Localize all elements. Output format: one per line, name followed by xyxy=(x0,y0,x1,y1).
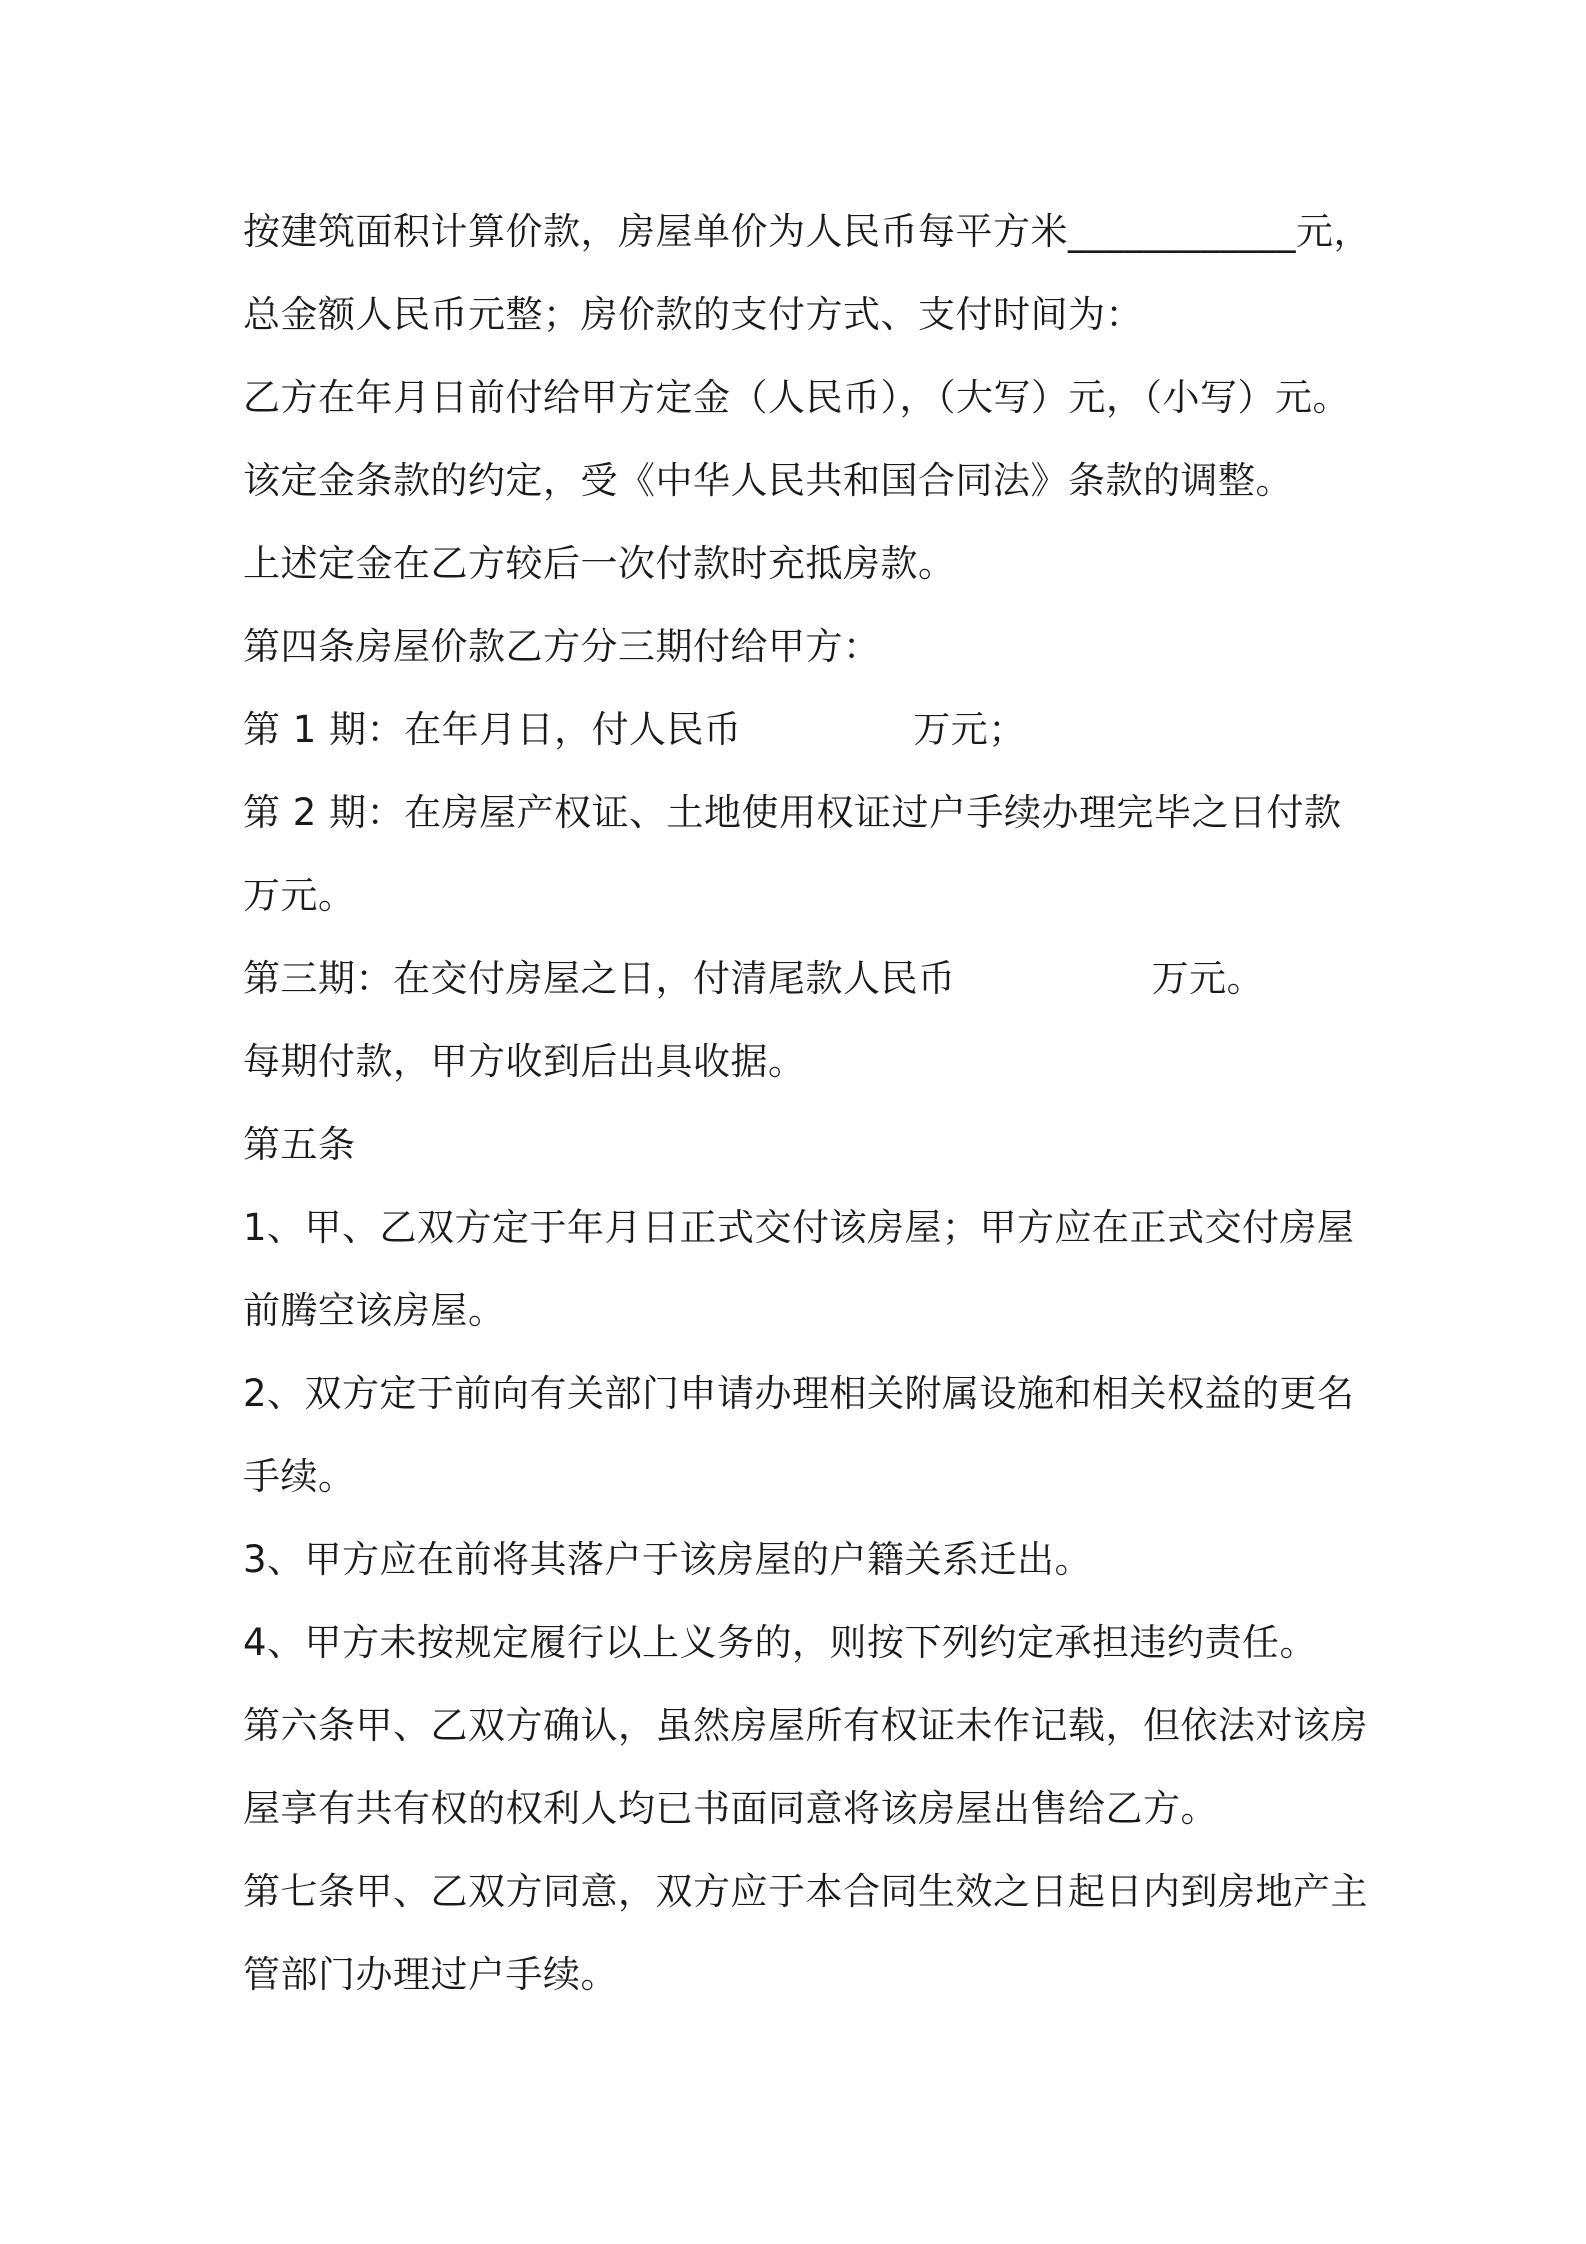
text-line: 前腾空该房屋。 xyxy=(243,1289,506,1332)
text-line: 总金额人民币元整；房价款的支付方式、支付时间为： xyxy=(243,293,1143,336)
text-line: 每期付款，甲方收到后出具收据。 xyxy=(243,1040,806,1083)
text-line: 手续。 xyxy=(243,1455,356,1498)
text-line: 按建筑面积计算价款，房屋单价为人民币每平方米____________元， xyxy=(243,210,1371,253)
text-line: 乙方在年月日前付给甲方定金（人民币），（大写）元，（小写）元。 xyxy=(243,376,1350,419)
text-line: 上述定金在乙方较后一次付款时充抵房款。 xyxy=(243,542,956,585)
text-line: 第五条 xyxy=(243,1123,356,1166)
text-line: 管部门办理过户手续。 xyxy=(243,1953,618,1996)
text-line: 4、甲方未按规定履行以上义务的，则按下列约定承担违约责任。 xyxy=(243,1621,1318,1664)
text-line: 该定金条款的约定，受《中华人民共和国合同法》条款的调整。 xyxy=(243,459,1293,502)
text-line: 2、双方定于前向有关部门申请办理相关附属设施和相关权益的更名 xyxy=(243,1372,1355,1415)
text-line: 第 1 期：在年月日，付人民币 万元； xyxy=(243,708,1026,751)
text-line: 第三期：在交付房屋之日，付清尾款人民币 万元。 xyxy=(243,957,1265,1000)
text-line: 屋享有共有权的权利人均已书面同意将该房屋出售给乙方。 xyxy=(243,1787,1218,1830)
text-line: 第四条房屋价款乙方分三期付给甲方： xyxy=(243,625,881,668)
text-line: 第六条甲、乙双方确认，虽然房屋所有权证未作记载，但依法对该房 xyxy=(243,1704,1368,1747)
text-line: 3、甲方应在前将其落户于该房屋的户籍关系迁出。 xyxy=(243,1538,1093,1581)
text-line: 第 2 期：在房屋产权证、土地使用权证过户手续办理完毕之日付款 xyxy=(243,791,1342,834)
text-line: 第七条甲、乙双方同意，双方应于本合同生效之日起日内到房地产主 xyxy=(243,1870,1368,1913)
text-line: 万元。 xyxy=(243,874,356,917)
document-body xyxy=(243,196,1403,2022)
text-line: 1、甲、乙双方定于年月日正式交付该房屋；甲方应在正式交付房屋 xyxy=(243,1206,1355,1249)
